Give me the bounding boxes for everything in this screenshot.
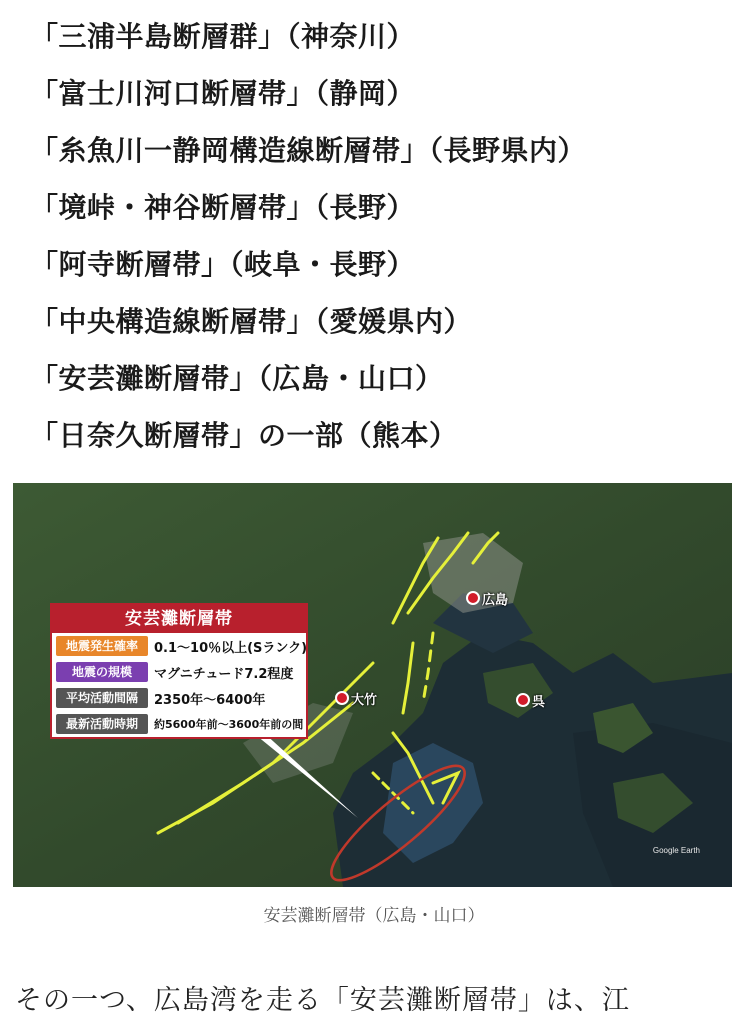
place-label-hiroshima: 広島 [482,593,509,608]
info-key: 地震の規模 [56,662,148,682]
fault-item: 「中央構造線断層帯」（愛媛県内） [30,305,473,338]
fault-item: 「糸魚川一静岡構造線断層帯」（長野県内） [30,134,587,167]
fault-map-image [13,483,732,887]
fault-info-panel [50,603,308,739]
info-key: 地震発生確率 [56,636,148,656]
place-label-kure: 呉 [532,695,546,710]
body-paragraph: その一つ、広島湾を走る「安芸灘断層帯」は、江 [15,985,630,1016]
panel-title: 安芸灘断層帯 [52,605,306,633]
info-value: 0.1〜10％以上(Sランク) [154,640,308,656]
location-pin-icon [516,693,530,707]
location-pin-icon [335,691,349,705]
fault-item: 「日奈久断層帯」の一部（熊本） [30,419,458,452]
figure-caption: 安芸灘断層帯（広島・山口） [263,906,485,926]
fault-item: 「阿寺断層帯」（岐阜・長野） [30,248,416,281]
fault-item: 「境峠・神谷断層帯」（長野） [30,191,416,224]
fault-item: 「安芸灘断層帯」（広島・山口） [30,362,444,395]
place-label-otake: 大竹 [351,693,378,708]
info-key: 平均活動間隔 [56,688,148,708]
info-row [52,711,306,737]
fault-item: 「三浦半島断層群」（神奈川） [30,20,416,53]
info-row [52,633,306,659]
info-key: 最新活動時期 [56,714,148,734]
fault-item: 「富士川河口断層帯」（静岡） [30,77,416,110]
info-value: 約5600年前〜3600年前の間 [154,718,304,731]
info-value: マグニチュード7.2程度 [154,666,294,682]
google-earth-credit: Google Earth [652,846,700,855]
info-row [52,685,306,711]
info-row [52,659,306,685]
fault-list [30,8,586,464]
location-pin-icon [466,591,480,605]
info-value: 2350年〜6400年 [154,692,266,708]
